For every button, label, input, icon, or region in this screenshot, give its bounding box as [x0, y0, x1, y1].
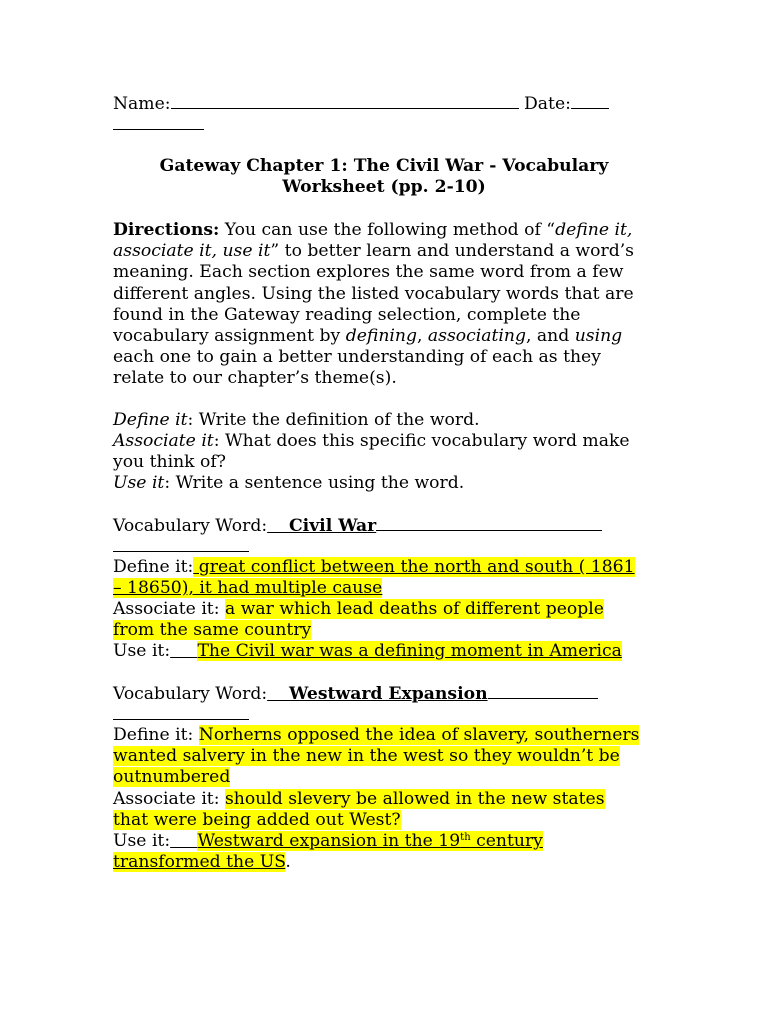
- associate-line-1a: [113, 599, 604, 620]
- vocab-word-line-1: [113, 515, 602, 537]
- use-answer[interactable]: [197, 831, 542, 851]
- directions-line-3: meaning. Each section explores the same word from a few: [113, 262, 624, 282]
- use-answer[interactable]: transformed the US: [113, 852, 286, 872]
- define-line-2a: [113, 725, 639, 746]
- use-line-2a: [113, 831, 543, 852]
- associate-answer[interactable]: a war which lead deaths of different people: [224, 599, 604, 619]
- use-gap: [170, 641, 197, 661]
- vocab-word-line-2: [113, 683, 598, 705]
- define-label: Define it:: [113, 557, 194, 577]
- name-label: Name:: [113, 94, 171, 114]
- method-associate: [113, 431, 630, 452]
- vocab-blank-line-2: [113, 704, 249, 726]
- vocab-blank[interactable]: [376, 515, 602, 531]
- directions-text: ” to better learn and understand a word’s: [270, 241, 634, 261]
- date-blank-2[interactable]: [113, 114, 204, 130]
- method-text: : Write the definition of the word.: [187, 410, 480, 430]
- define-line-2c: [113, 767, 230, 788]
- vocab-blank-line-1: [113, 536, 249, 558]
- directions-line-5: found in the Gateway reading selection, complete the: [113, 305, 581, 325]
- use-gap: [170, 831, 197, 851]
- date-blank-continued: [113, 114, 204, 136]
- directions-line-4: different angles. Using the listed vocabulary words that are: [113, 284, 634, 304]
- name-blank[interactable]: [171, 93, 519, 109]
- vocab-label: Vocabulary Word:: [113, 516, 268, 536]
- define-answer[interactable]: great conflict between the north and south ( 1861: [193, 557, 635, 577]
- define-answer[interactable]: wanted salvery in the new in the west so they wouldn’t be: [113, 746, 620, 766]
- directions-line-2: [113, 241, 634, 262]
- directions-line-6: [113, 326, 622, 347]
- directions-label: Directions:: [113, 220, 220, 240]
- use-answer-text: Westward expansion in the 19: [197, 831, 461, 851]
- directions-italic: defining: [345, 326, 417, 346]
- vocab-label: Vocabulary Word:: [113, 684, 268, 704]
- define-line-1a: [113, 557, 635, 578]
- vocab-blank-2[interactable]: [113, 704, 249, 720]
- directions-text: ,: [416, 326, 428, 346]
- associate-answer[interactable]: from the same country: [113, 620, 312, 640]
- worksheet-title-line2: Worksheet (pp. 2-10): [282, 177, 486, 197]
- method-term: Use it: [113, 473, 165, 493]
- directions-italic: define it,: [555, 220, 633, 240]
- directions-italic: associate it, use it: [113, 241, 271, 261]
- date-label: Date:: [524, 94, 571, 114]
- associate-line-2a: [113, 789, 605, 810]
- vocab-word-text: Westward Expansion: [288, 684, 488, 704]
- vocab-word[interactable]: [267, 684, 487, 704]
- define-line-1b: [113, 578, 382, 599]
- associate-label: Associate it:: [113, 599, 225, 619]
- method-text: : Write a sentence using the word.: [164, 473, 465, 493]
- associate-answer[interactable]: that were being added out West?: [113, 810, 401, 830]
- use-answer[interactable]: The Civil war was a defining moment in America: [197, 641, 622, 661]
- use-label: Use it:: [113, 831, 171, 851]
- associate-line-2b: [113, 810, 401, 831]
- define-line-2b: [113, 746, 620, 767]
- define-label: Define it:: [113, 725, 199, 745]
- method-text: : What does this specific vocabulary word make: [213, 431, 630, 451]
- method-use: [113, 473, 464, 494]
- directions-text: , and: [526, 326, 575, 346]
- directions-italic: associating: [427, 326, 526, 346]
- directions-italic: using: [574, 326, 623, 346]
- method-term: Associate it: [113, 431, 214, 451]
- method-term: Define it: [113, 410, 188, 430]
- use-answer-sup: th: [460, 832, 471, 843]
- define-answer[interactable]: outnumbered: [113, 767, 231, 787]
- directions-text: vocabulary assignment by: [113, 326, 346, 346]
- date-blank[interactable]: [571, 93, 609, 109]
- directions-line-1: [113, 220, 632, 241]
- define-answer[interactable]: Norherns opposed the idea of slavery, southerners: [198, 725, 640, 745]
- vocab-word[interactable]: [267, 516, 376, 536]
- directions-line-8: relate to our chapter’s theme(s).: [113, 368, 397, 388]
- method-define: [113, 410, 480, 431]
- associate-line-1b: [113, 620, 311, 641]
- define-answer[interactable]: – 18650), it had multiple cause: [113, 578, 383, 598]
- use-answer-end: .: [285, 852, 291, 872]
- directions-text: You can use the following method of “: [219, 220, 556, 240]
- use-line-2b: [113, 852, 291, 873]
- associate-label: Associate it:: [113, 789, 225, 809]
- use-label: Use it:: [113, 641, 171, 661]
- use-line-1: [113, 641, 622, 662]
- directions-line-7: each one to gain a better understanding of each as they: [113, 347, 601, 367]
- vocab-word-text: Civil War: [288, 516, 377, 536]
- associate-answer[interactable]: should slevery be allowed in the new states: [224, 789, 605, 809]
- use-answer-text: century: [470, 831, 543, 851]
- method-associate-cont: you think of?: [113, 452, 226, 472]
- name-date-line: [113, 93, 609, 115]
- vocab-blank[interactable]: [488, 683, 598, 699]
- vocab-blank-2[interactable]: [113, 536, 249, 552]
- worksheet-title-line1: Gateway Chapter 1: The Civil War - Vocabulary: [159, 156, 609, 176]
